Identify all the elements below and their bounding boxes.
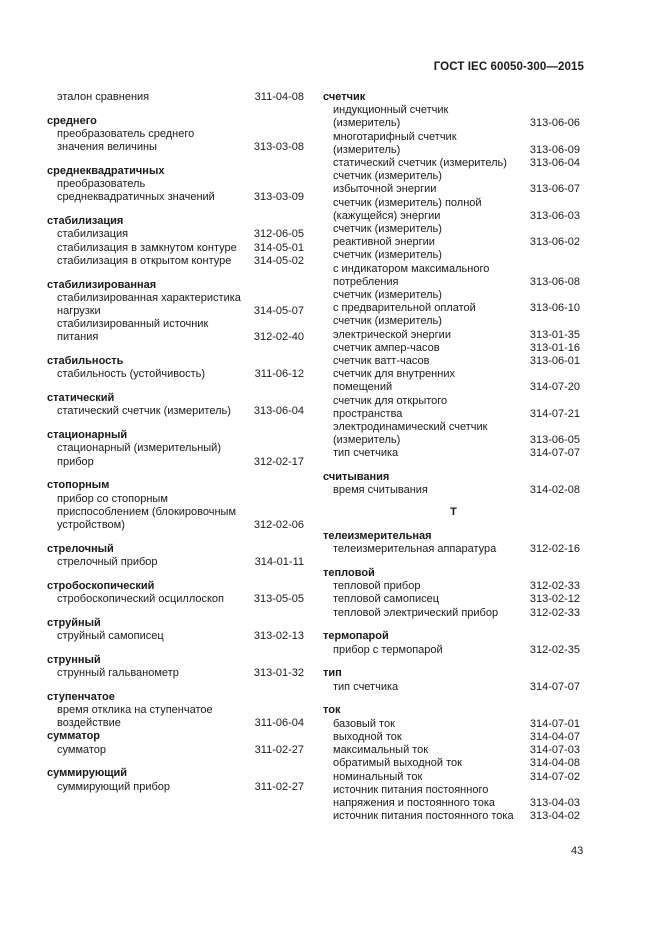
entry-number: 313-06-04 — [529, 157, 580, 170]
entry-term: индукционный счетчик (измеритель) — [333, 104, 449, 130]
entry-number: 313-06-08 — [529, 275, 580, 288]
entry-term: счетчик для внутренних помещений — [333, 368, 455, 394]
index-entry — [323, 718, 580, 731]
index-entry — [323, 289, 580, 315]
index-group — [323, 506, 580, 519]
index-entry — [47, 556, 304, 569]
index-group — [47, 429, 304, 469]
index-group — [47, 479, 304, 532]
entry-term: сумматор — [57, 743, 107, 756]
index-keyword: тип — [323, 667, 342, 680]
entry-number: 314-07-20 — [529, 381, 580, 394]
entry-number: 313-03-09 — [253, 191, 304, 204]
index-group — [323, 630, 580, 656]
entry-term: источник питания постоянного тока — [333, 810, 514, 823]
entry-term: преобразователь среднего значения величины — [57, 128, 195, 154]
index-entry — [47, 91, 304, 104]
index-keyword: сумматор — [47, 730, 101, 743]
entry-term: суммирующий прибор — [57, 780, 171, 793]
index-keyword: струйный — [47, 616, 101, 629]
index-entry — [323, 170, 580, 196]
index-entry — [47, 368, 304, 381]
entry-term: струйный самописец — [57, 630, 164, 643]
entry-number: 314-05-02 — [253, 254, 304, 267]
entry-number: 313-06-10 — [529, 302, 580, 315]
entry-term: тепловой электрический прибор — [333, 606, 499, 619]
entry-number: 311-02-27 — [254, 780, 304, 793]
entry-term: стрелочный прибор — [57, 556, 158, 569]
entry-term: стабилизированная характеристика нагрузки — [57, 291, 241, 318]
entry-term: счетчик (измеритель) с предварительной оплатой — [333, 289, 476, 315]
entry-number: 314-07-07 — [529, 680, 580, 693]
index-keyword: среднеквадратичных — [47, 165, 165, 177]
entry-term: обратимый выходной ток — [333, 757, 462, 770]
entry-term: время отклика на ступенчатое воздействие — [57, 704, 213, 730]
index-group — [47, 580, 304, 606]
index-entry — [323, 197, 580, 223]
entry-number: 314-01-11 — [254, 556, 304, 569]
section-letter: Т — [450, 506, 457, 519]
index-entry — [47, 704, 304, 730]
entry-number: 313-06-06 — [529, 117, 580, 130]
index-entry — [47, 228, 304, 241]
index-entry — [47, 128, 304, 154]
index-group — [47, 691, 304, 731]
index-keyword: суммирующий — [47, 767, 128, 780]
index-keyword: стробоскопический — [47, 579, 155, 592]
entry-number: 313-06-01 — [529, 355, 580, 368]
entry-term: счетчик (измеритель) электрической энергии — [333, 315, 451, 341]
index-column-left — [47, 91, 304, 804]
entry-number: 314-02-08 — [529, 484, 580, 497]
index-keyword: статический — [47, 392, 115, 405]
entry-number: 313-02-12 — [529, 593, 580, 606]
index-entry — [323, 131, 580, 157]
entry-term: тепловой самописец — [333, 593, 440, 606]
entry-term: источник питания постоянного напряжения и постоянного тока — [333, 783, 495, 809]
index-entry — [47, 178, 304, 204]
index-entry — [323, 810, 580, 823]
index-entry — [323, 315, 580, 341]
index-entry — [47, 781, 304, 794]
index-entry — [323, 784, 580, 810]
entry-term: стабилизация — [57, 228, 129, 241]
index-keyword: стабильность — [47, 355, 124, 368]
index-entry — [323, 249, 580, 289]
index-group — [47, 115, 304, 155]
index-column-right — [323, 91, 580, 834]
entry-term: базовый ток — [333, 717, 395, 730]
entry-term: стабилизированный источник питания — [57, 318, 209, 344]
index-keyword: термопарой — [323, 630, 389, 643]
index-entry — [323, 744, 580, 757]
entry-number: 313-04-02 — [529, 810, 580, 823]
entry-number: 312-02-16 — [529, 543, 580, 556]
entry-number: 311-06-12 — [254, 368, 304, 381]
document-header: ГОСТ IEC 60050-300—2015 — [433, 61, 584, 73]
entry-number: 314-07-21 — [529, 407, 580, 420]
index-entry — [323, 681, 580, 694]
entry-term: выходной ток — [333, 730, 402, 743]
index-entry — [47, 593, 304, 606]
entry-number: 313-01-16 — [529, 341, 580, 354]
entry-number: 311-06-04 — [254, 717, 304, 730]
index-entry — [47, 667, 304, 680]
entry-number: 313-06-04 — [253, 405, 304, 418]
entry-number: 314-05-07 — [253, 305, 304, 318]
index-keyword: стационарный — [47, 429, 128, 442]
index-group — [47, 215, 304, 268]
index-keyword: среднего — [47, 114, 97, 127]
entry-term: стабильность (устойчивость) — [57, 368, 206, 381]
index-entry — [323, 607, 580, 620]
entry-number: 313-02-13 — [253, 630, 304, 643]
entry-term: статический счетчик (измеритель) — [333, 157, 507, 170]
index-keyword: ток — [323, 704, 341, 717]
entry-number: 311-02-27 — [254, 743, 304, 756]
index-keyword: считывания — [323, 471, 390, 484]
index-group — [323, 567, 580, 620]
entry-term: струнный гальванометр — [57, 667, 179, 680]
entry-number: 313-06-03 — [529, 209, 580, 222]
entry-term: максимальный ток — [333, 744, 429, 757]
index-keyword: стабилизированная — [47, 278, 157, 291]
index-group — [323, 471, 580, 497]
index-keyword: струнный — [47, 653, 101, 666]
index-keyword: ступенчатое — [47, 690, 115, 703]
entry-number: 313-06-07 — [529, 183, 580, 196]
index-entry — [323, 104, 580, 130]
entry-term: стробоскопический осциллоскоп — [57, 593, 225, 606]
entry-number: 314-07-07 — [529, 447, 580, 460]
entry-term: статический счетчик (измеритель) — [57, 405, 231, 418]
index-group — [47, 654, 304, 680]
index-entry — [47, 292, 304, 318]
index-keyword: тепловой — [323, 567, 375, 580]
index-entry — [323, 543, 580, 556]
entry-term: счетчик (измеритель) полной (кажущейся) энергии — [333, 196, 482, 222]
index-keyword: стрелочный — [47, 542, 114, 555]
entry-term: прибор с термопарой — [333, 643, 443, 656]
index-keyword: стабилизация — [47, 215, 124, 228]
entry-number: 313-05-05 — [253, 593, 304, 606]
index-entry — [323, 157, 580, 170]
index-entry — [47, 442, 304, 468]
entry-term: эталон сравнения — [57, 91, 150, 103]
entry-term: многотарифный счетчик (измеритель) — [333, 130, 457, 156]
index-entry — [47, 744, 304, 757]
entry-number: 314-04-07 — [529, 730, 580, 743]
index-entry — [47, 255, 304, 268]
index-keyword: стопорным — [47, 479, 110, 492]
index-group — [323, 704, 580, 823]
entry-number: 312-02-17 — [253, 455, 304, 468]
index-keyword: телеизмерительная — [323, 530, 432, 543]
entry-term: счетчик (измеритель) избыточной энергии — [333, 170, 442, 196]
index-entry — [323, 771, 580, 784]
entry-term: стационарный (измерительный) прибор — [57, 442, 221, 468]
entry-term: прибор со стопорным приспособлением (блокировочным устройством) — [57, 492, 237, 532]
index-entry — [323, 593, 580, 606]
page-number: 43 — [571, 845, 584, 857]
entry-number: 314-07-01 — [529, 717, 580, 730]
entry-number: 312-02-35 — [529, 643, 580, 656]
entry-term: преобразователь среднеквадратичных значений — [57, 178, 215, 204]
index-entry — [323, 484, 580, 497]
index-entry — [47, 493, 304, 533]
entry-number: 313-06-09 — [529, 143, 580, 156]
entry-number: 314-04-08 — [529, 757, 580, 770]
index-group — [47, 392, 304, 418]
index-entry — [323, 368, 580, 394]
entry-number: 312-02-06 — [253, 519, 304, 532]
index-entry — [47, 318, 304, 344]
index-entry — [47, 405, 304, 418]
index-entry — [323, 421, 580, 447]
entry-number: 313-03-08 — [253, 141, 304, 154]
entry-term: электродинамический счетчик (измеритель) — [333, 421, 488, 447]
entry-number: 312-02-40 — [253, 331, 304, 344]
index-group — [47, 617, 304, 643]
entry-number: 314-05-01 — [253, 241, 304, 254]
entry-number: 314-07-02 — [529, 770, 580, 783]
index-entry — [323, 731, 580, 744]
index-entry — [323, 644, 580, 657]
entry-number: 314-07-03 — [529, 744, 580, 757]
index-entry — [323, 355, 580, 368]
entry-term: номинальный ток — [333, 770, 423, 783]
entry-term: тепловой прибор — [333, 580, 421, 593]
index-group — [47, 91, 304, 104]
index-group — [47, 543, 304, 569]
index-entry — [323, 342, 580, 355]
entry-term: стабилизация в замкнутом контуре — [57, 241, 237, 254]
entry-number: 312-02-33 — [529, 606, 580, 619]
entry-term: телеизмерительная аппаратура — [333, 543, 497, 556]
index-keyword: счетчик — [323, 91, 366, 103]
index-entry — [323, 757, 580, 770]
index-entry — [323, 223, 580, 249]
index-entry — [323, 447, 580, 460]
entry-number: 313-01-35 — [529, 328, 580, 341]
index-entry — [47, 630, 304, 643]
index-entry — [47, 242, 304, 255]
entry-term: счетчик ампер-часов — [333, 341, 440, 354]
entry-term: счетчик (измеритель) с индикатором максимального потребления — [333, 249, 490, 288]
entry-term: стабилизация в открытом контуре — [57, 254, 232, 267]
index-group — [47, 355, 304, 381]
entry-number: 313-06-02 — [529, 236, 580, 249]
entry-term: тип счетчика — [333, 680, 399, 693]
entry-term: счетчик ватт-часов — [333, 355, 430, 368]
index-group — [323, 667, 580, 693]
entry-number: 312-06-05 — [253, 228, 304, 241]
entry-number: 313-06-05 — [529, 434, 580, 447]
index-group — [47, 730, 304, 756]
entry-number: 312-02-33 — [529, 580, 580, 593]
entry-number: 313-04-03 — [529, 796, 580, 809]
entry-term: тип счетчика — [333, 447, 399, 460]
index-group — [47, 279, 304, 345]
index-group — [323, 530, 580, 556]
index-group — [47, 165, 304, 205]
index-entry — [323, 395, 580, 421]
entry-number: 313-01-32 — [253, 667, 304, 680]
entry-number: 311-04-08 — [254, 91, 304, 103]
entry-term: время считывания — [333, 484, 428, 497]
index-entry — [323, 580, 580, 593]
index-group — [47, 767, 304, 793]
index-group — [323, 91, 580, 461]
entry-term: счетчик (измеритель) реактивной энергии — [333, 223, 442, 249]
entry-term: счетчик для открытого пространства — [333, 394, 448, 420]
